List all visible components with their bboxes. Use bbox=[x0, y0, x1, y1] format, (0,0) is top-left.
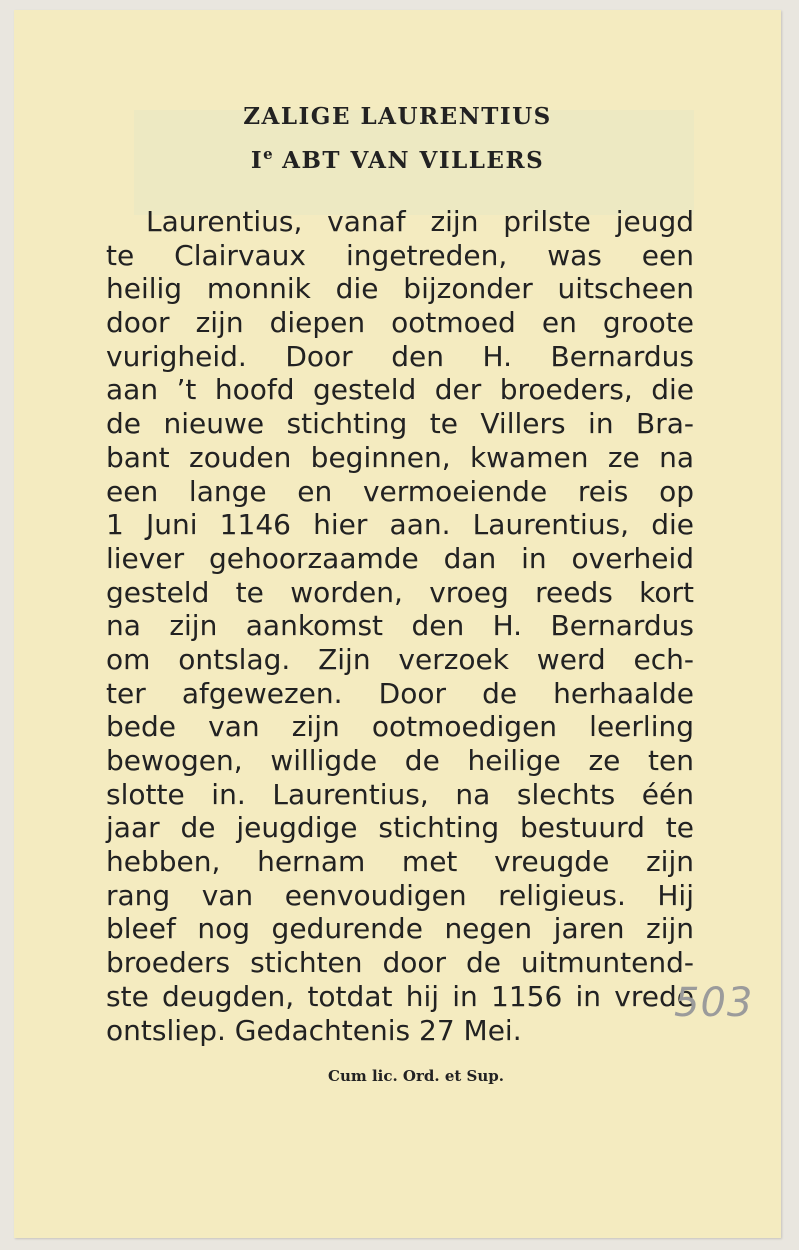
text-line: de nieuwe stichting te Villers in Bra- bbox=[106, 407, 694, 441]
text-line: slotte in. Laurentius, na slechts één bbox=[106, 777, 694, 811]
biography-text bbox=[106, 205, 694, 1047]
text-line: door zijn diepen ootmoed en groote bbox=[106, 306, 694, 340]
text-line: aan ’t hoofd gesteld der broeders, die bbox=[106, 373, 694, 407]
text-line: jaar de jeugdige stichting bestuurd te bbox=[106, 811, 694, 845]
text-line: bleef nog gedurende negen jaren zijn bbox=[106, 912, 694, 946]
text-line: te Clairvaux ingetreden, was een bbox=[106, 238, 694, 272]
text-line: 1 Juni 1146 hier aan. Laurentius, die bbox=[106, 508, 694, 542]
subtitle-rest: ABT VAN VILLERS bbox=[272, 147, 545, 174]
text-line: rang van eenvoudigen religieus. Hij bbox=[106, 878, 694, 912]
text-line: broeders stichten door de uitmuntend- bbox=[106, 946, 694, 980]
archive-number: 503 bbox=[674, 980, 754, 1026]
text-line: liever gehoorzaamde dan in overheid bbox=[106, 541, 694, 575]
holy-card bbox=[14, 10, 781, 1238]
card-title: ZALIGE LAURENTIUS bbox=[243, 103, 552, 130]
text-line: ter afgewezen. Door de herhaalde bbox=[106, 676, 694, 710]
text-line: Laurentius, vanaf zijn prilste jeugd bbox=[146, 205, 694, 238]
text-line: gesteld te worden, vroeg reeds kort bbox=[106, 575, 694, 609]
card-subtitle bbox=[14, 145, 781, 174]
text-line: bewogen, willigde de heilige ze ten bbox=[106, 744, 694, 777]
subtitle-ordinal: I bbox=[250, 147, 264, 174]
text-line: bede van zijn ootmoedigen leerling bbox=[106, 710, 694, 744]
text-line: een lange en vermoeiende reis op bbox=[106, 474, 694, 508]
text-line: hebben, hernam met vreugde zijn bbox=[106, 845, 694, 879]
text-line: vurigheid. Door den H. Bernardus bbox=[106, 339, 694, 373]
text-line: heilig monnik die bijzonder uitscheen bbox=[106, 272, 694, 306]
approbation-note: Cum lic. Ord. et Sup. bbox=[328, 1067, 504, 1085]
text-line: ste deugden, totdat hij in 1156 in vrede bbox=[106, 979, 694, 1013]
subtitle-superscript: e bbox=[263, 145, 273, 163]
text-line: om ontslag. Zijn verzoek werd ech- bbox=[106, 642, 694, 676]
text-line: na zijn aankomst den H. Bernardus bbox=[106, 609, 694, 643]
text-line: bant zouden beginnen, kwamen ze na bbox=[106, 440, 694, 474]
text-line: ontsliep. Gedachtenis 27 Mei. bbox=[106, 1013, 522, 1047]
